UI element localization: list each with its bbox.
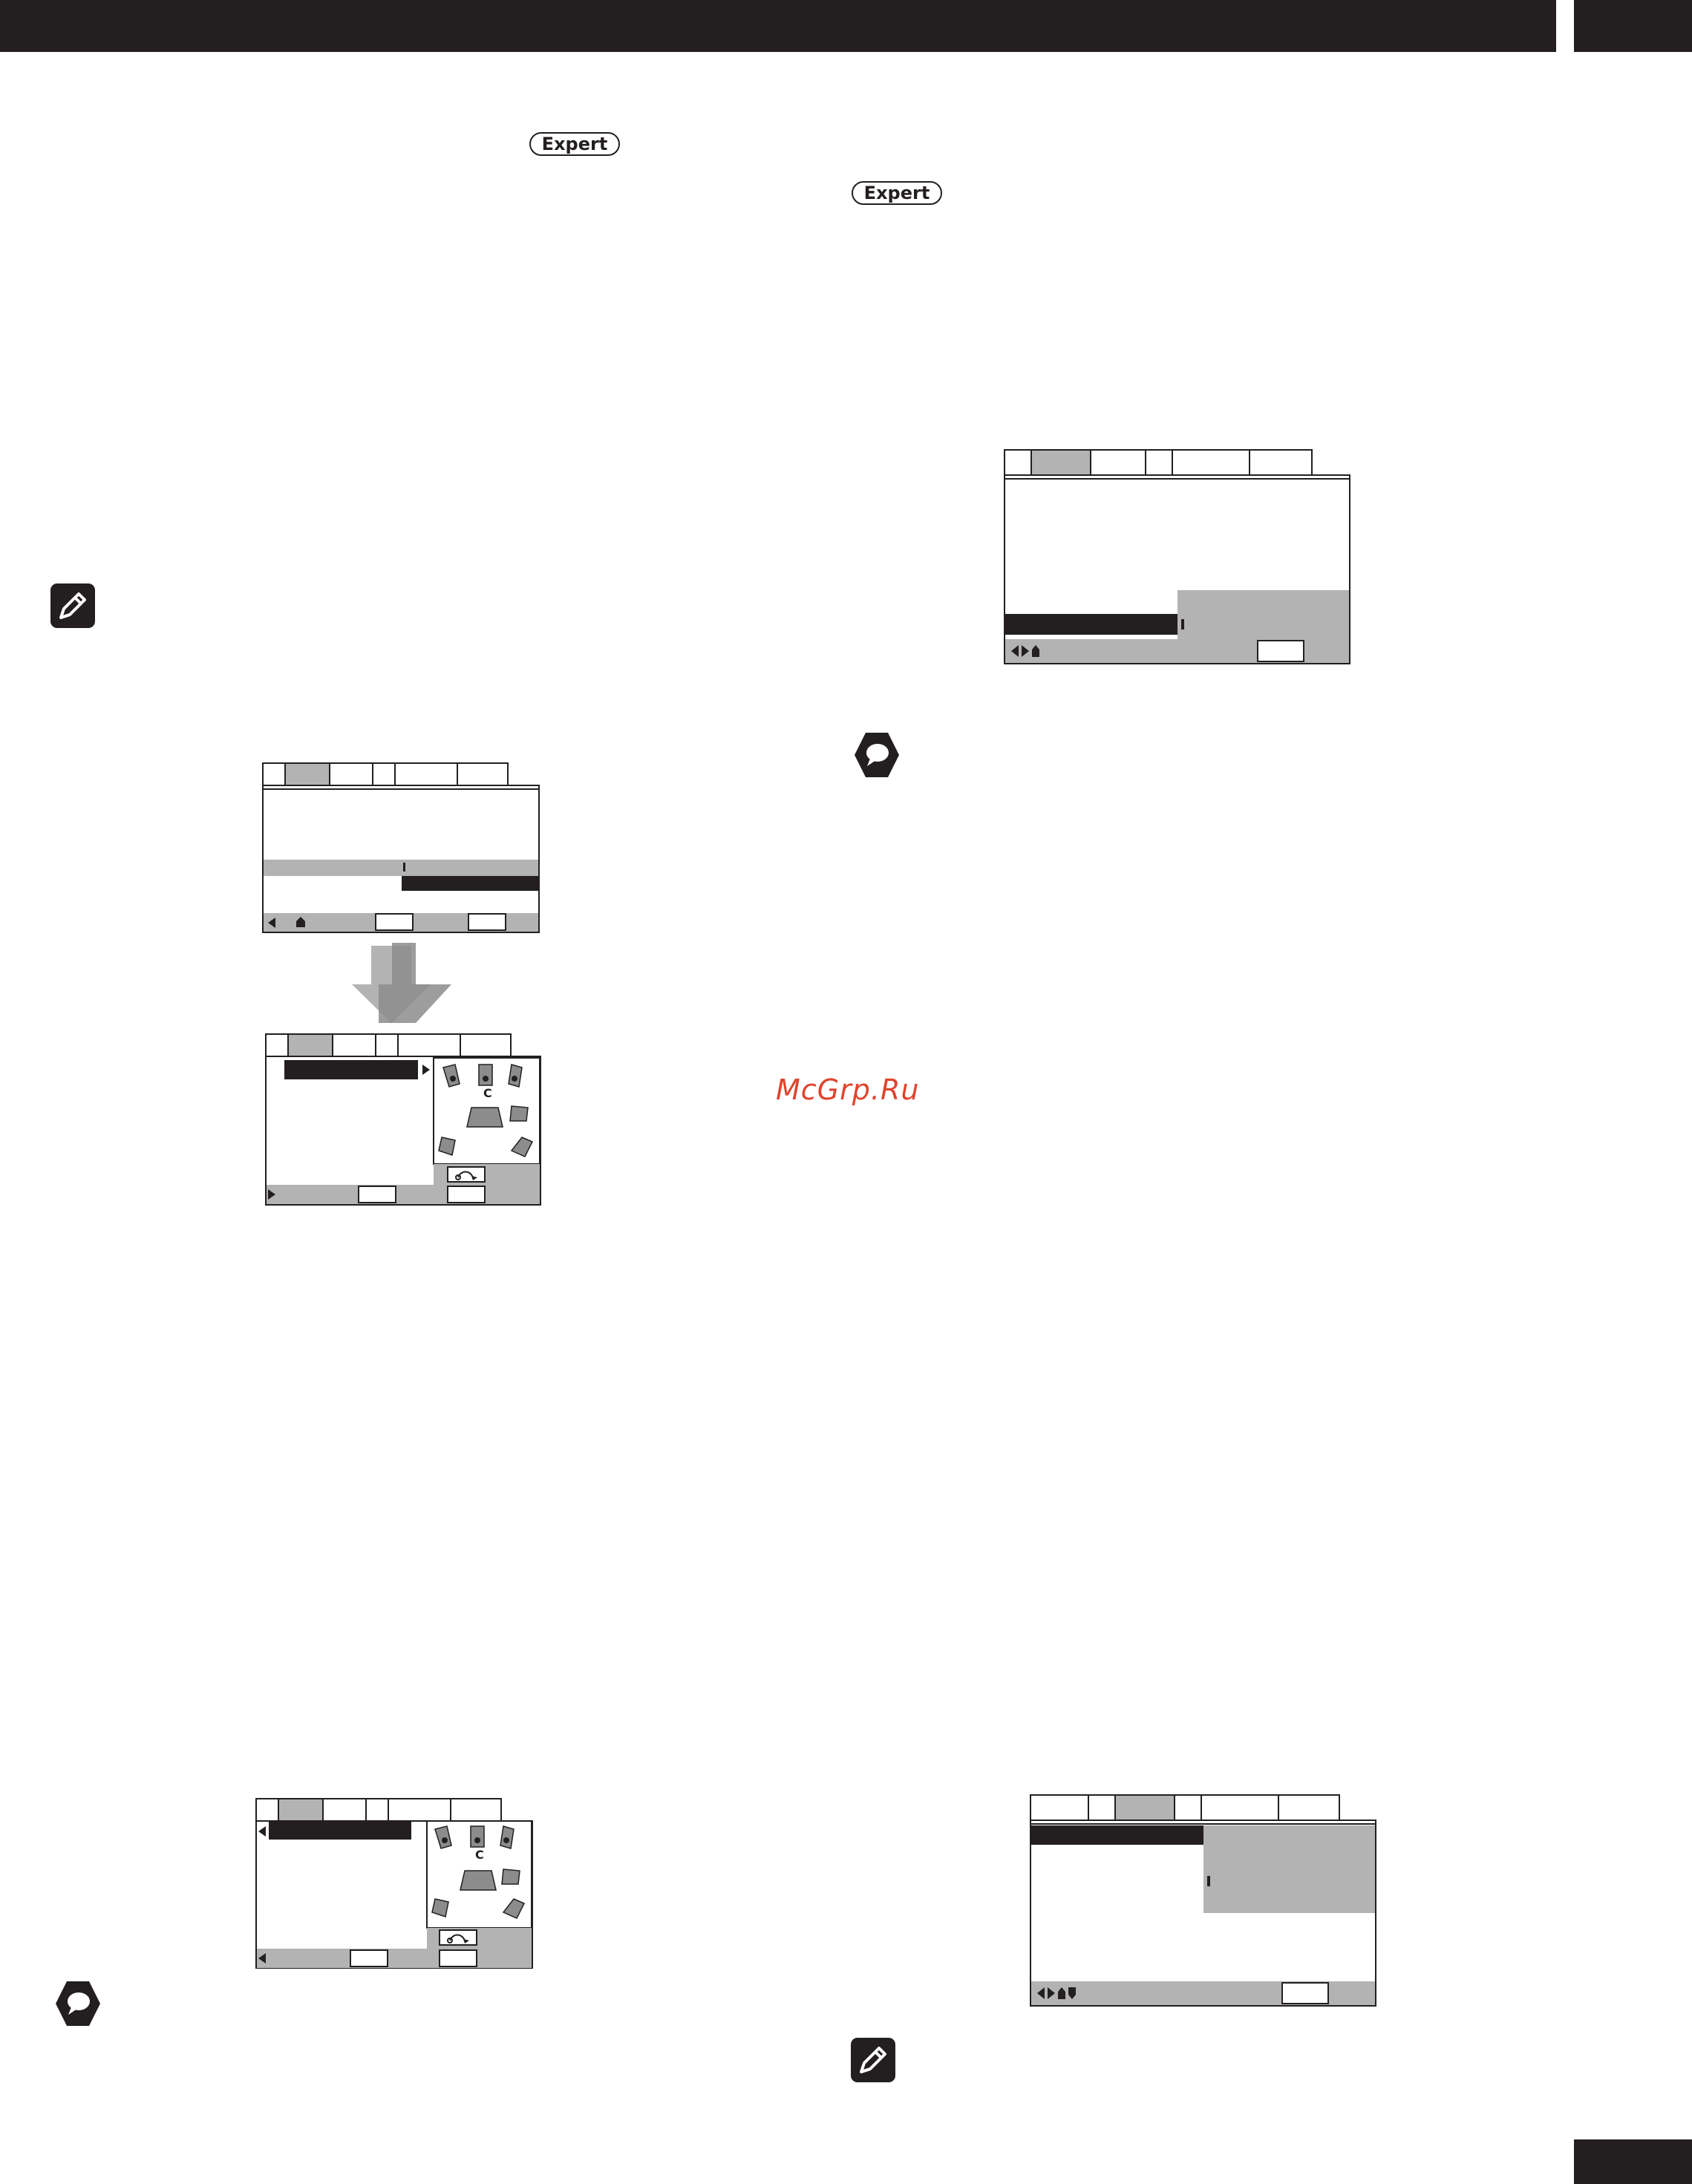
down-arrow-icon (350, 940, 454, 1027)
watermark: McGrp.Ru (776, 1073, 920, 1106)
header-page-tab (1574, 0, 1692, 52)
osd-screen-speaker-setting (264, 1032, 543, 1207)
center-speaker-label: C (483, 1086, 492, 1100)
osd-screen-speaker-distance (254, 1796, 535, 1970)
hint-speech-icon (53, 1979, 102, 2028)
hint-speech-icon (852, 730, 901, 779)
expert-badge: Expert (529, 132, 620, 156)
expert-badge: Expert (852, 181, 942, 205)
footer-page-tab (1574, 2139, 1692, 2184)
osd-screen-audio-setup (261, 761, 541, 935)
note-pencil-icon (50, 583, 95, 628)
header-bar (0, 0, 1556, 52)
osd-screen-video-setup (1002, 449, 1351, 666)
center-speaker-label: C (475, 1848, 484, 1862)
note-pencil-icon (851, 2038, 895, 2082)
osd-screen-language-setup (1028, 1793, 1377, 2008)
